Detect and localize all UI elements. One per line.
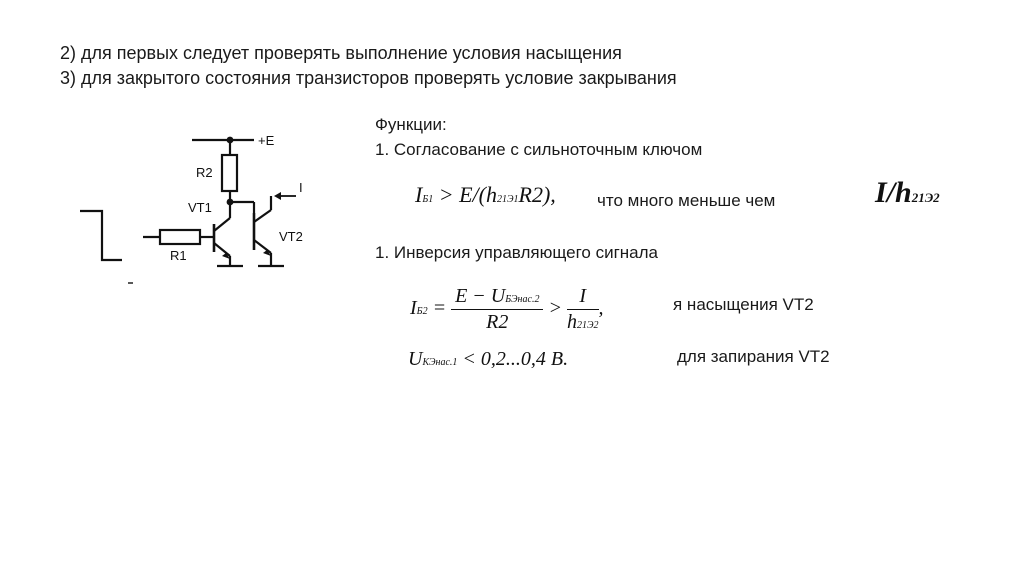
vt1-label: VT1	[188, 200, 212, 215]
formula-ib2: IБ2 = $\frac{\text{E − UБЭнас.2}}{R2}$ > $\frac{I}{h21Э2}$ ,	[410, 285, 604, 333]
formula-ib1: IБ1 > E/(h21Э1R2),	[415, 182, 556, 207]
functions-title: Функции:	[375, 115, 447, 134]
function-item-2: 1. Инверсия управляющего сигнала	[375, 243, 658, 262]
lock-text: для запирания VT2	[677, 347, 830, 366]
header-line-3: 3) для закрытого состояния транзисторов проверять условие закрывания	[60, 68, 677, 88]
function-item-1: 1. Согласование с сильноточным ключом	[375, 140, 703, 159]
r2-resistor	[222, 155, 237, 191]
r2-label: R2	[196, 165, 213, 180]
input-signal-waveform	[80, 211, 122, 260]
saturation-text: я насыщения VT2	[673, 295, 814, 314]
compare-text: что много меньше чем	[597, 191, 776, 210]
circuit-diagram	[75, 125, 315, 290]
supply-label: +E	[258, 133, 275, 148]
header-line-2: 2) для первых следует проверять выполнение условия насыщения	[60, 43, 622, 63]
r1-label: R1	[170, 248, 187, 263]
current-label: I	[299, 180, 303, 195]
formula-uke: UКЭнас.1 < 0,2...0,4 B.	[408, 348, 569, 370]
r1-resistor	[160, 230, 200, 244]
formula-i-over-h: I/h21Э2	[875, 176, 940, 209]
vt2-label: VT2	[279, 229, 303, 244]
